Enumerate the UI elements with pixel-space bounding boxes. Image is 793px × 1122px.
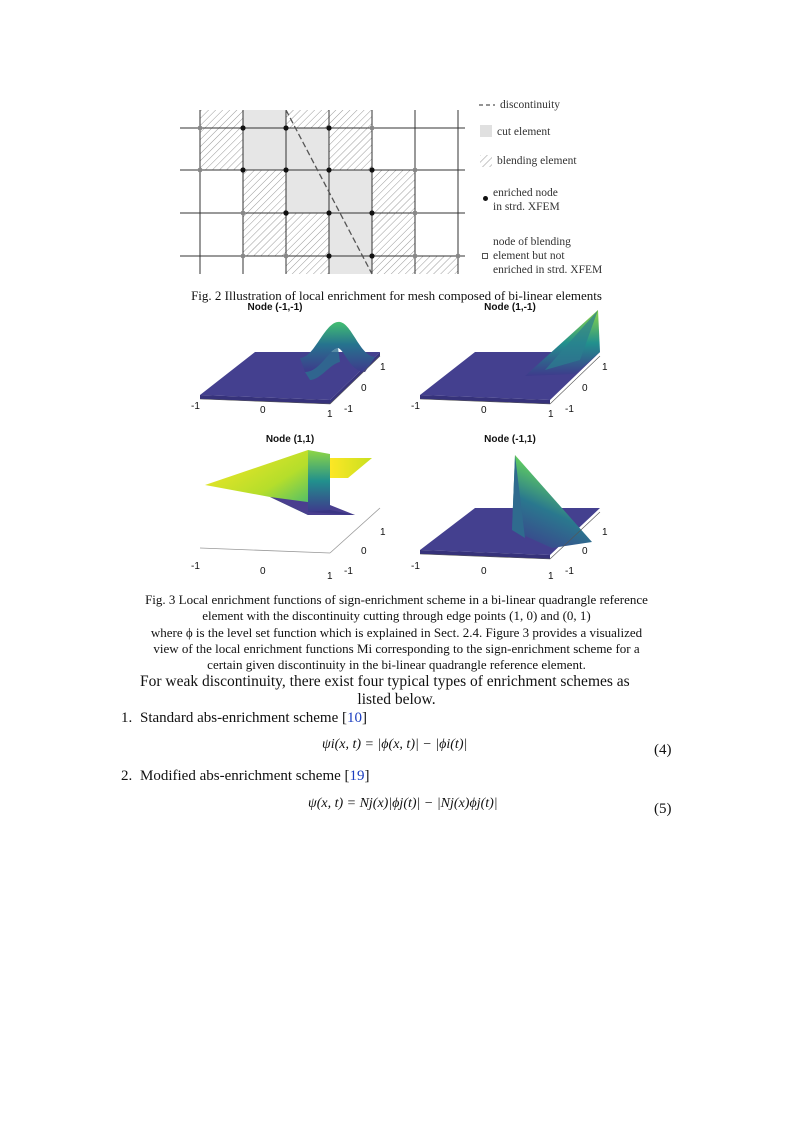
p4-ytick-zero: 0 xyxy=(582,546,588,557)
p1-xtick-pos: 1 xyxy=(327,409,333,420)
p2-ytick-zero: 0 xyxy=(582,383,588,394)
paragraph1-line3: certain given discontinuity in the bi-linear quadrangle reference element. xyxy=(207,657,586,672)
plot1-title: Node (-1,-1) xyxy=(247,302,303,313)
p3-xtick-pos: 1 xyxy=(327,571,333,582)
paragraph2-line2: listed below. xyxy=(357,691,436,708)
citation-link-10[interactable]: 10 xyxy=(347,710,363,726)
legend-cut-element-label: cut element xyxy=(497,126,551,138)
p2-ytick-neg: -1 xyxy=(565,404,574,415)
plot4-title: Node (-1,1) xyxy=(484,434,536,445)
plot-node-m1-1 xyxy=(420,455,600,559)
paragraph1-line1: where ϕ is the level set function which is explained in Sect. 2.4. Figure 3 provides a visualized xyxy=(150,625,643,640)
fig3-surface-plots xyxy=(180,300,620,590)
fig3-caption-line1: Fig. 3 Local enrichment functions of sign-enrichment scheme in a bi-linear quadrangle reference xyxy=(145,592,648,607)
list-item-1 xyxy=(121,710,367,727)
p4-xtick-pos: 1 xyxy=(548,571,554,582)
legend-discontinuity-label: discontinuity xyxy=(500,99,561,111)
p4-xtick-zero: 0 xyxy=(481,566,487,577)
plot-node-1-m1 xyxy=(420,310,600,404)
legend-enriched-node-icon xyxy=(483,196,488,201)
p1-xtick-zero: 0 xyxy=(260,405,266,416)
list-item-1-number: 1. xyxy=(121,710,133,726)
list-item-1-close: ] xyxy=(362,710,368,726)
p3-ytick-neg: -1 xyxy=(344,566,353,577)
equation-4-number: (4) xyxy=(654,742,672,758)
citation-link-19[interactable]: 19 xyxy=(349,768,365,784)
plot3-title: Node (1,1) xyxy=(265,434,315,445)
paragraph2-line1: For weak discontinuity, there exist four typical types of enrichment schemes as xyxy=(140,673,630,690)
p3-ytick-zero: 0 xyxy=(361,546,367,557)
plot2-title: Node (1,-1) xyxy=(484,302,536,313)
fig2-caption: Fig. 2 Illustration of local enrichment for mesh composed of bi-linear elements xyxy=(191,288,602,303)
list-item-2-number: 2. xyxy=(121,768,133,784)
list-item-2-close: ] xyxy=(364,768,370,784)
p3-ytick-pos: 1 xyxy=(380,527,386,538)
legend-blend-node-l2: element but not xyxy=(493,250,565,262)
legend-enriched-node-l2: in strd. XFEM xyxy=(493,201,560,213)
p2-xtick-pos: 1 xyxy=(548,409,554,420)
legend-blend-node-l3: enriched in strd. XFEM xyxy=(493,264,603,276)
p1-ytick-pos: 1 xyxy=(380,362,386,373)
legend-cut-element-swatch xyxy=(480,125,492,137)
p2-xtick-zero: 0 xyxy=(481,405,487,416)
legend-dashed-line-icon xyxy=(479,100,495,110)
p2-ytick-pos: 1 xyxy=(602,362,608,373)
equation-4: ψi(x, t) = |ϕ(x, t)| − |ϕi(t)| xyxy=(322,737,468,752)
fig2-mesh xyxy=(180,110,465,280)
p1-xtick-neg: -1 xyxy=(191,401,200,412)
equation-5-number: (5) xyxy=(654,801,672,817)
plot-node-m1-m1 xyxy=(200,322,380,404)
p3-xtick-zero: 0 xyxy=(260,566,266,577)
list-item-2 xyxy=(121,768,370,785)
legend-blend-node-l1: node of blending xyxy=(493,236,571,248)
legend-blend-node-icon xyxy=(482,253,488,259)
legend-blending-element-label: blending element xyxy=(497,155,577,167)
legend-enriched-node-l1: enriched node xyxy=(493,187,558,199)
p1-ytick-neg: -1 xyxy=(344,404,353,415)
p1-ytick-zero: 0 xyxy=(361,383,367,394)
legend-hatch-swatch xyxy=(480,155,492,167)
fig3-caption-line2: element with the discontinuity cutting through edge points (1, 0) and (0, 1) xyxy=(202,608,591,623)
plot-node-1-1 xyxy=(200,450,380,553)
paragraph1-line2: view of the local enrichment functions Mi corresponding to the sign-enrichment scheme for a xyxy=(153,641,640,656)
p4-ytick-neg: -1 xyxy=(565,566,574,577)
list-item-1-text: Standard abs-enrichment scheme [ xyxy=(140,710,348,726)
equation-5: ψ(x, t) = Nj(x)|ϕj(t)| − |Nj(x)ϕj(t)| xyxy=(308,796,498,811)
p4-ytick-pos: 1 xyxy=(602,527,608,538)
p2-xtick-neg: -1 xyxy=(411,401,420,412)
list-item-2-text: Modified abs-enrichment scheme [ xyxy=(140,768,350,784)
p4-xtick-neg: -1 xyxy=(411,561,420,572)
p3-xtick-neg: -1 xyxy=(191,561,200,572)
